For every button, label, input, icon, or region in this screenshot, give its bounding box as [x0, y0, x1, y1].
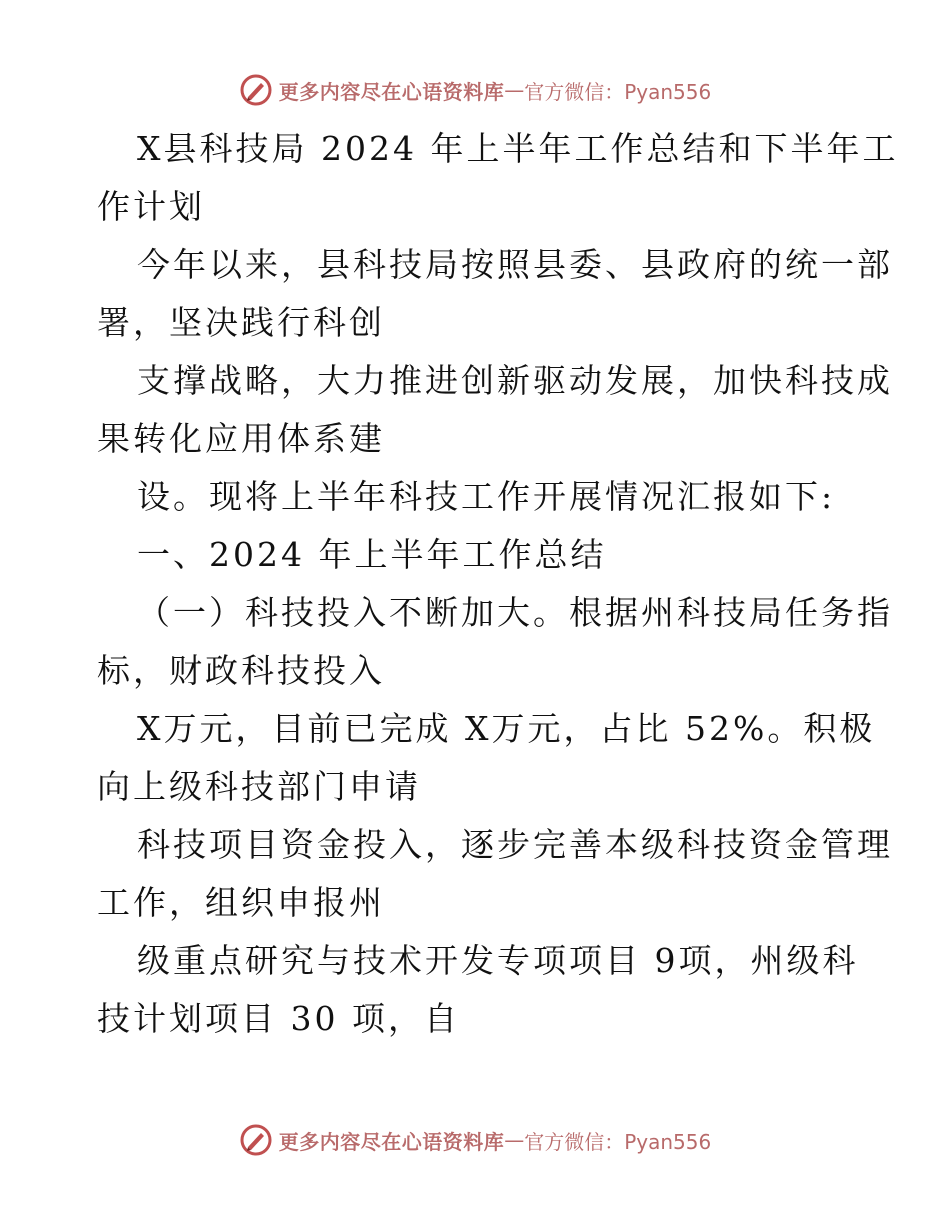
banner-separator: — [504, 1128, 525, 1152]
text-line: （一）科技投入不断加大。根据州科技局任务指 [137, 593, 893, 632]
footer-watermark-banner [0, 1120, 950, 1160]
banner-separator: — [504, 78, 525, 102]
text-line: 技计划项目 30 项，自 [97, 999, 460, 1038]
text-line: 支撑战略，大力推进创新驱动发展，加快科技成 [137, 361, 893, 400]
text-line: 向上级科技部门申请 [97, 767, 421, 806]
text-line: X万元，目前已完成 X万元，占比 52%。积极 [137, 709, 876, 748]
text-line: 一、2024 年上半年工作总结 [137, 535, 607, 574]
document-body [97, 120, 899, 1048]
banner-title: 更多内容尽在心语资料库 [278, 1129, 505, 1154]
pen-logo-icon [239, 1123, 273, 1157]
text-line: 科技项目资金投入，逐步完善本级科技资金管理 [137, 825, 893, 864]
text-line: 级重点研究与技术开发专项项目 9项，州级科 [137, 941, 859, 980]
text-line: 标，财政科技投入 [97, 651, 385, 690]
text-line: 工作，组织申报州 [97, 883, 385, 922]
text-line: 署，坚决践行科创 [97, 303, 385, 342]
text-line: 果转化应用体系建 [97, 419, 385, 458]
text-line: 作计划 [97, 187, 205, 226]
banner-contact: 官方微信：Pyan556 [524, 79, 712, 104]
banner-contact: 官方微信：Pyan556 [524, 1129, 712, 1154]
text-line: 今年以来，县科技局按照县委、县政府的统一部 [137, 245, 893, 284]
header-watermark-banner [0, 70, 950, 110]
banner-title: 更多内容尽在心语资料库 [278, 79, 505, 104]
text-line: X县科技局 2024 年上半年工作总结和下半年工 [137, 129, 899, 168]
pen-logo-icon [239, 73, 273, 107]
text-line: 设。现将上半年科技工作开展情况汇报如下: [137, 477, 836, 516]
